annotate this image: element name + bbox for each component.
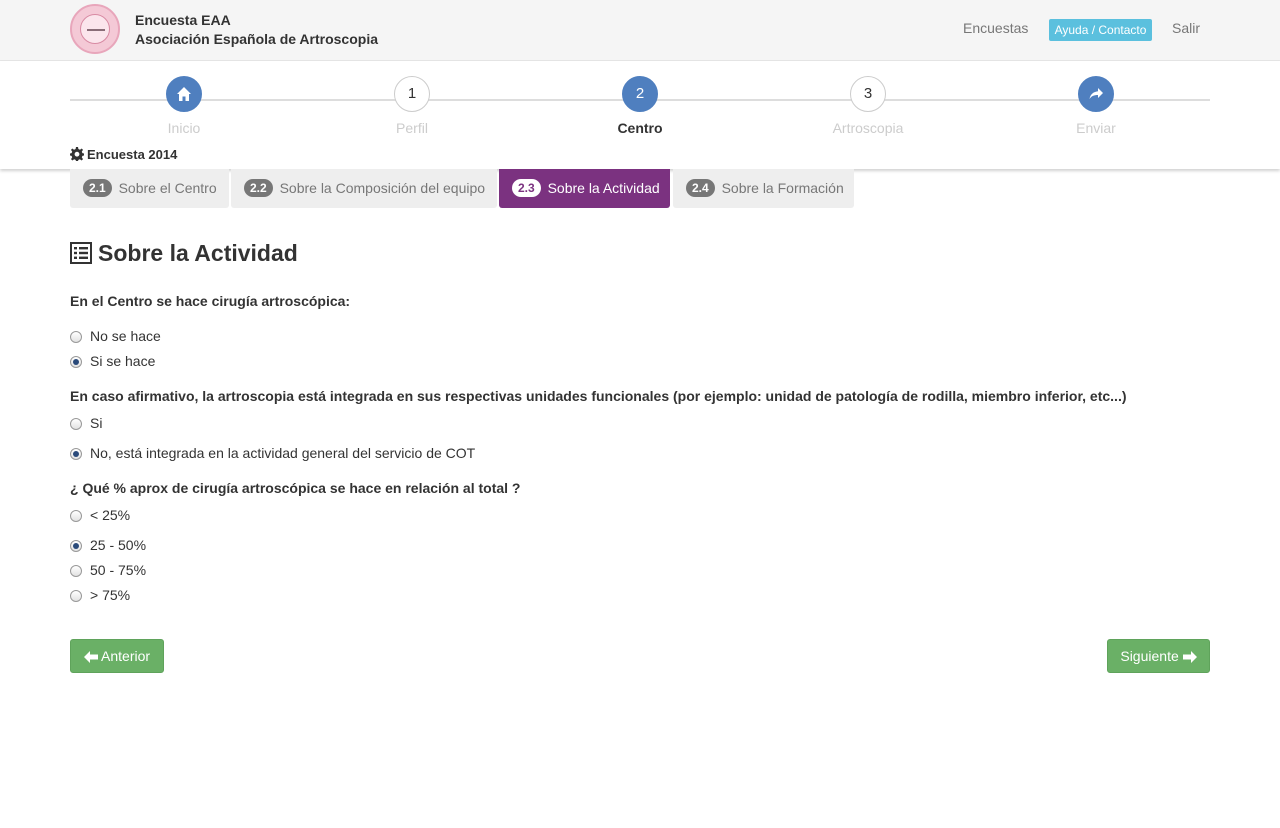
radio-option-no-integrada-cot[interactable] [70, 445, 475, 461]
tab-badge: 2.1 [83, 179, 112, 197]
nav-encuestas-link[interactable]: Encuestas [963, 20, 1029, 36]
home-icon [176, 86, 192, 102]
radio-option-si[interactable] [70, 415, 102, 431]
arrow-left-icon [84, 651, 98, 663]
survey-title-text: Encuesta 2014 [87, 147, 178, 162]
share-icon [1088, 86, 1104, 102]
brand-line-2: Asociación Española de Artroscopia [135, 31, 378, 47]
list-alt-icon [70, 242, 92, 264]
tab-badge: 2.3 [512, 179, 541, 197]
step-label-enviar: Enviar [1076, 120, 1116, 136]
step-circle-artroscopia: 3 [850, 76, 886, 112]
radio-button[interactable] [70, 565, 82, 577]
progress-wizard [0, 61, 1280, 169]
arrow-right-icon [1183, 651, 1197, 663]
page-title-text: Sobre la Actividad [98, 240, 298, 266]
tab-sobre-la-formacion[interactable] [673, 169, 854, 208]
tab-label: Sobre el Centro [118, 180, 217, 196]
step-circle-perfil: 1 [394, 76, 430, 112]
gear-icon [70, 147, 84, 161]
wizard-step-enviar[interactable] [1016, 76, 1176, 136]
tab-sobre-la-composicion[interactable] [231, 169, 497, 208]
radio-label: No, está integrada en la actividad general del servicio de COT [90, 445, 476, 461]
radio-option-50-75[interactable] [70, 562, 146, 578]
tab-sobre-el-centro[interactable] [70, 169, 229, 208]
step-label-centro: Centro [617, 120, 663, 136]
radio-option-gt-75[interactable] [70, 587, 130, 603]
radio-label: < 25% [90, 507, 131, 523]
question-porcentaje-cirugia: ¿ Qué % aprox de cirugía artroscópica se hace en relación al total ? [70, 480, 521, 496]
nav-ayuda-contacto-button[interactable]: Ayuda / Contacto [1049, 19, 1152, 41]
radio-label: Si se hace [90, 353, 156, 369]
question-integrada-unidades: En caso afirmativo, la artroscopia está integrada en sus respectivas unidades funcionales (por ejemplo: unidad de patología de rodilla, miembro inferior, etc...) [70, 388, 1127, 404]
step-circle-inicio [166, 76, 202, 112]
anterior-button-label: Anterior [101, 648, 151, 664]
tab-sobre-la-actividad[interactable] [499, 169, 670, 208]
tab-label: Sobre la Formación [721, 180, 844, 196]
wizard-step-artroscopia[interactable] [788, 76, 948, 136]
tab-badge: 2.2 [244, 179, 273, 197]
tab-label: Sobre la Composición del equipo [279, 180, 486, 196]
radio-option-25-50[interactable] [70, 537, 146, 553]
radio-button[interactable] [70, 510, 82, 522]
radio-label: 25 - 50% [90, 537, 147, 553]
wizard-step-perfil[interactable] [332, 76, 492, 136]
radio-button[interactable] [70, 418, 82, 430]
tab-badge: 2.4 [686, 179, 715, 197]
brand-title[interactable] [135, 11, 378, 49]
nav-salir-link[interactable]: Salir [1172, 20, 1201, 36]
wizard-step-centro[interactable] [560, 76, 720, 136]
radio-label: 50 - 75% [90, 562, 147, 578]
radio-label: Si [90, 415, 103, 431]
step-label-perfil: Perfil [396, 120, 428, 136]
brand-line-1: Encuesta EAA [135, 12, 231, 28]
page-title [70, 240, 298, 267]
association-logo[interactable] [70, 4, 120, 54]
radio-button[interactable] [70, 356, 82, 368]
survey-title [70, 147, 177, 162]
step-label-inicio: Inicio [167, 120, 201, 136]
step-circle-centro: 2 [622, 76, 658, 112]
radio-button[interactable] [70, 540, 82, 552]
radio-option-si-se-hace[interactable] [70, 353, 155, 369]
radio-label: > 75% [90, 587, 131, 603]
radio-option-no-se-hace[interactable] [70, 328, 161, 344]
logo-arthroscope-mark [87, 29, 105, 31]
radio-label: No se hace [90, 328, 161, 344]
anterior-button[interactable] [70, 639, 164, 673]
radio-option-lt-25[interactable] [70, 507, 130, 523]
wizard-step-inicio[interactable] [104, 76, 264, 136]
radio-button[interactable] [70, 448, 82, 460]
siguiente-button[interactable] [1107, 639, 1210, 673]
step-circle-enviar [1078, 76, 1114, 112]
logo-emblem [80, 14, 110, 44]
radio-button[interactable] [70, 590, 82, 602]
step-label-artroscopia: Artroscopia [832, 120, 904, 136]
radio-button[interactable] [70, 331, 82, 343]
siguiente-button-label: Siguiente [1120, 648, 1179, 664]
question-cirugia-artroscopica: En el Centro se hace cirugía artroscópica: [70, 293, 351, 309]
tab-label: Sobre la Actividad [547, 180, 660, 196]
top-navbar [0, 0, 1280, 61]
